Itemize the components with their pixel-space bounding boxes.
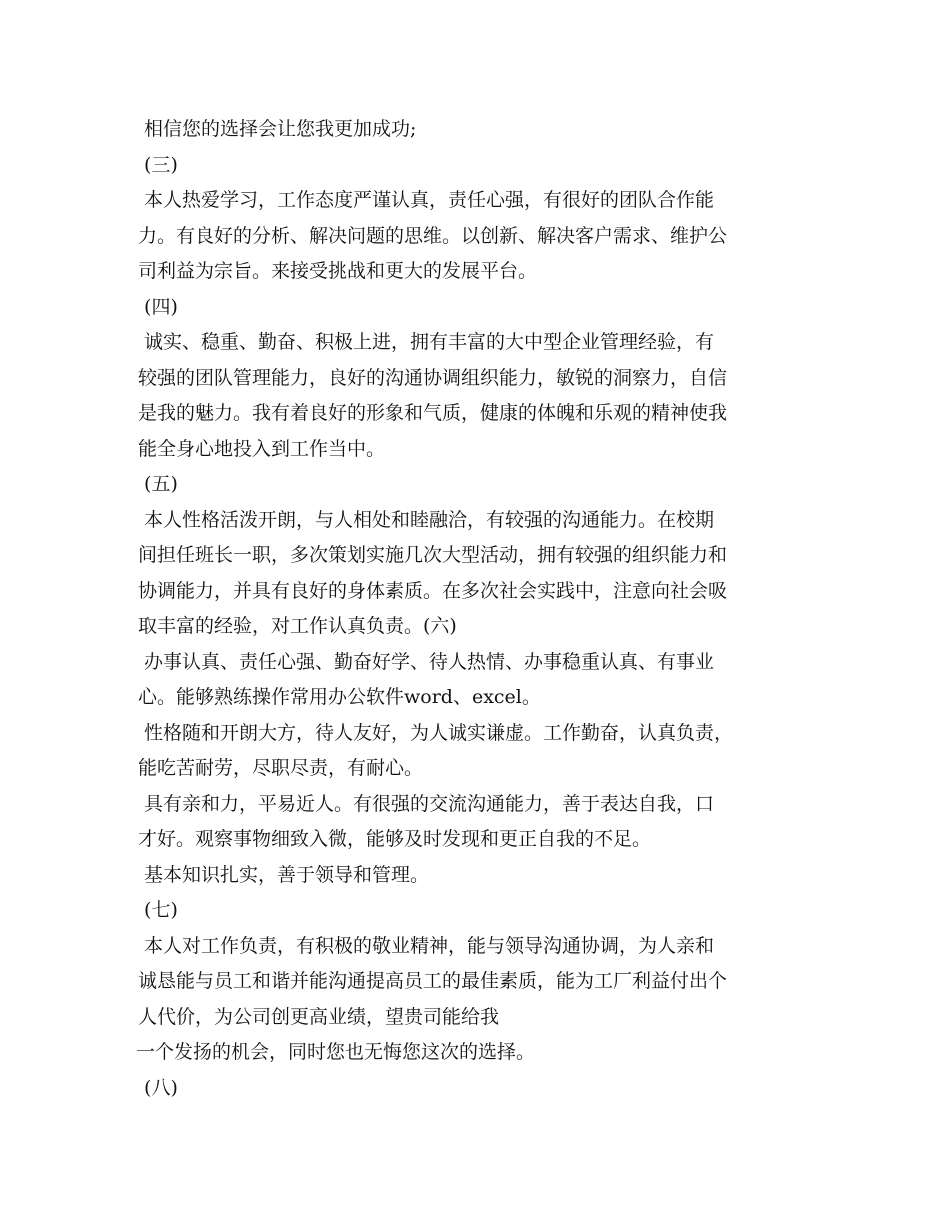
text-line: 性格随和开朗大方，待人友好，为人诚实谦虚。工作勤奋，认真负责， <box>138 721 734 744</box>
text-line: 本人性格活泼开朗，与人相处和睦融洽，有较强的沟通能力。在校期 <box>138 508 715 531</box>
section-heading: (五) <box>138 473 178 495</box>
text-line: 人代价，为公司创更高业绩，望贵司能给我 <box>138 1005 500 1028</box>
document-body <box>138 112 828 1106</box>
text-line: 能全身心地投入到工作当中。 <box>138 437 386 460</box>
text-line: 一个发扬的机会，同时您也无悔您这次的选择。 <box>136 1041 536 1063</box>
section-heading: (八) <box>138 1076 178 1099</box>
text-line: 本人热爱学习，工作态度严谨认真，责任心强，有很好的团队合作能 <box>138 189 715 211</box>
text-line: 能吃苦耐劳，尽职尽责，有耐心。 <box>138 757 424 779</box>
text-line: 办事认真、责任心强、勤奋好学、待人热情、办事稳重认真、有事业 <box>138 650 715 673</box>
text-line: 相信您的选择会让您我更加成功; <box>138 118 417 140</box>
text-line: 本人对工作负责，有积极的敬业精神，能与领导沟通协调，为人亲和 <box>138 934 715 957</box>
section-heading: (四) <box>138 295 178 318</box>
text-line: 取丰富的经验，对工作认真负责。(六) <box>138 615 457 637</box>
text-line: 基本知识扎实，善于领导和管理。 <box>138 863 430 886</box>
text-line: 司利益为宗旨。来接受挑战和更大的发展平台。 <box>138 260 538 282</box>
text-line: 才好。观察事物细致入微，能够及时发现和更正自我的不足。 <box>138 828 652 850</box>
text-line: 是我的魅力。我有着良好的形象和气质，健康的体魄和乐观的精神使我 <box>138 402 728 424</box>
text-line: 心。能够熟练操作常用办公软件word、excel。 <box>138 686 541 708</box>
text-line: 力。有良好的分析、解决问题的思维。以创新、解决客户需求、维护公 <box>138 224 728 247</box>
section-heading: (七) <box>138 899 178 921</box>
text-line: 诚恳能与员工和谐并能沟通提高员工的最佳素质，能为工厂利益付出个 <box>138 970 728 992</box>
text-line: 较强的团队管理能力，良好的沟通协调组织能力，敏锐的洞察力，自信 <box>138 366 728 389</box>
text-line: 协调能力，并具有良好的身体素质。在多次社会实践中，注意向社会吸 <box>138 579 728 602</box>
text-line: 诚实、稳重、勤奋、积极上进，拥有丰富的大中型企业管理经验，有 <box>138 331 715 353</box>
section-heading: (三) <box>138 153 178 176</box>
text-line: 间担任班长一职，多次策划实施几次大型活动，拥有较强的组织能力和 <box>138 544 728 566</box>
text-line: 具有亲和力，平易近人。有很强的交流沟通能力，善于表达自我，口 <box>138 792 715 815</box>
